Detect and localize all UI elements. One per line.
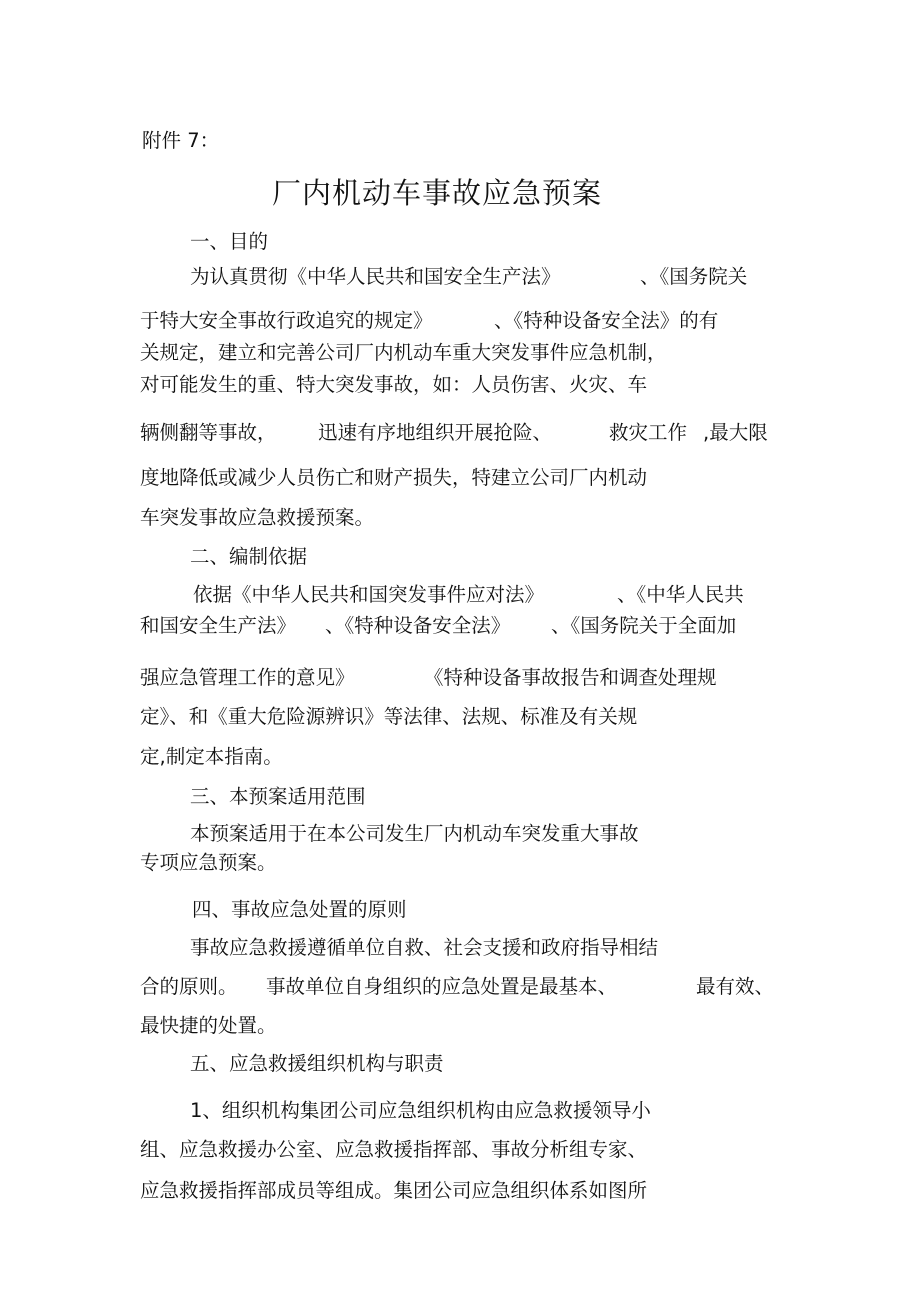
text-line: 定》、和《重大危险源辨识》等法律、法规、标准及有关规: [140, 705, 638, 728]
text-segment: 、《国务院关于全面加: [551, 614, 737, 637]
section-heading: 四、事故应急处置的原则: [192, 898, 407, 921]
text-line: 事故应急救援遵循单位自救、社会支援和政府指导相结: [190, 936, 659, 959]
section-heading: 五、应急救援组织机构与职责: [190, 1052, 444, 1075]
text-segment: 和国安全生产法》: [140, 614, 297, 637]
text-line: 最快捷的处置。: [140, 1014, 277, 1037]
text-segment: 为认真贯彻《中华人民共和国安全生产法》: [190, 265, 561, 288]
section-heading: 一、目的: [190, 230, 269, 253]
text-line: 本预案适用于在本公司发生厂内机动车突发重大事故: [190, 822, 639, 845]
text-segment: 依据《中华人民共和国突发事件应对法》: [193, 583, 545, 606]
text-segment: 合的原则。: [140, 975, 238, 998]
text-segment: 、《国务院关: [640, 265, 748, 288]
section-heading: 二、编制依据: [190, 545, 308, 568]
text-segment: 最有效、: [696, 975, 775, 998]
text-segment: 迅速有序地组织开展抢险、: [318, 421, 553, 444]
text-segment: 、《特种设备安全法》的有: [494, 309, 719, 332]
text-segment: 、《特种设备安全法》: [325, 614, 511, 637]
text-segment: ,最大限: [703, 421, 768, 444]
text-line: 组、应急救援办公室、应急救援指挥部、事故分析组专家、: [140, 1138, 648, 1161]
text-line: 车突发事故应急救援预案。: [140, 506, 375, 529]
text-segment: 救灾工作: [609, 421, 688, 444]
text-segment: 、《中华人民共: [617, 583, 744, 606]
text-segment: 强应急管理工作的意见》: [140, 666, 355, 689]
text-segment: 辆侧翻等事故，: [140, 421, 277, 444]
text-segment: 《特种设备事故报告和调查处理规: [424, 666, 717, 689]
section-heading: 三、本预案适用范围: [190, 785, 366, 808]
text-line: 关规定，建立和完善公司厂内机动车重大突发事件应急机制，: [140, 341, 667, 364]
text-segment: 于特大安全事故行政追究的规定》: [140, 309, 433, 332]
text-line: 专项应急预案。: [140, 851, 277, 874]
text-line: 对可能发生的重、特大突发事故，如：人员伤害、火灾、车: [140, 373, 648, 396]
attachment-label: 附件 7：: [142, 129, 220, 152]
text-line: 应急救援指挥部成员等组成。集团公司应急组织体系如图所: [140, 1179, 648, 1202]
text-line: 定,制定本指南。: [140, 745, 283, 768]
document-title: 厂内机动车事故应急预案: [272, 176, 603, 210]
text-segment: 事故单位自身组织的应急处置是最基本、: [266, 975, 618, 998]
text-line: 度地降低或减少人员伤亡和财产损失，特建立公司厂内机动: [140, 466, 648, 489]
text-line: 1、组织机构集团公司应急组织机构由应急救援领导小: [190, 1099, 651, 1122]
